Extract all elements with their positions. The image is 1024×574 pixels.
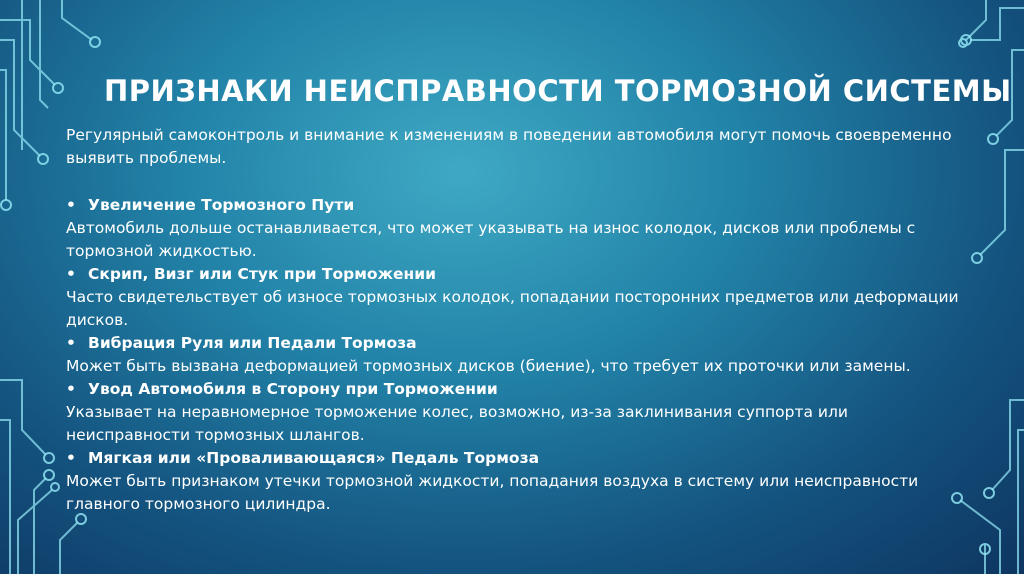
symptom-item (66, 378, 966, 447)
intro-paragraph: Регулярный самоконтроль и внимание к изменениям в поведении автомобиля могут помочь своевременно выявить проблемы. (66, 126, 952, 167)
symptom-item (66, 194, 966, 263)
symptom-description: Часто свидетельствует об износе тормозных колодок, попадании посторонних предметов или деформации дисков. (66, 288, 959, 329)
symptom-description: Может быть признаком утечки тормозной жидкости, попадания воздуха в систему или неисправности главного тормозного цилиндра. (66, 472, 919, 513)
symptom-description: Автомобиль дольше останавливается, что может указывать на износ колодок, дисков или проблемы с тормозной жидкостью. (66, 219, 916, 260)
symptom-heading: Вибрация Руля или Педали Тормоза (88, 334, 417, 352)
symptom-item (66, 447, 966, 516)
symptom-heading: Увеличение Тормозного Пути (88, 196, 355, 214)
symptom-heading: Скрип, Визг или Стук при Торможении (88, 265, 436, 283)
symptom-description: Указывает на неравномерное торможение колес, возможно, из-за заклинивания суппорта или неисправности тормозных шлангов. (66, 403, 848, 444)
bullet-icon: • (66, 380, 76, 398)
slide-title: ПРИЗНАКИ НЕИСПРАВНОСТИ ТОРМОЗНОЙ СИСТЕМЫ (104, 74, 1012, 108)
bullet-icon: • (66, 265, 76, 283)
symptom-list (66, 194, 966, 516)
symptom-description: Может быть вызвана деформацией тормозных дисков (биение), что требует их проточки или замены. (66, 357, 911, 375)
symptom-item (66, 263, 966, 332)
symptom-heading: Увод Автомобиля в Сторону при Торможении (88, 380, 498, 398)
symptom-heading: Мягкая или «Проваливающаяся» Педаль Тормоза (88, 449, 540, 467)
bullet-icon: • (66, 196, 76, 214)
bullet-icon: • (66, 334, 76, 352)
bullet-icon: • (66, 449, 76, 467)
symptom-item (66, 332, 966, 378)
